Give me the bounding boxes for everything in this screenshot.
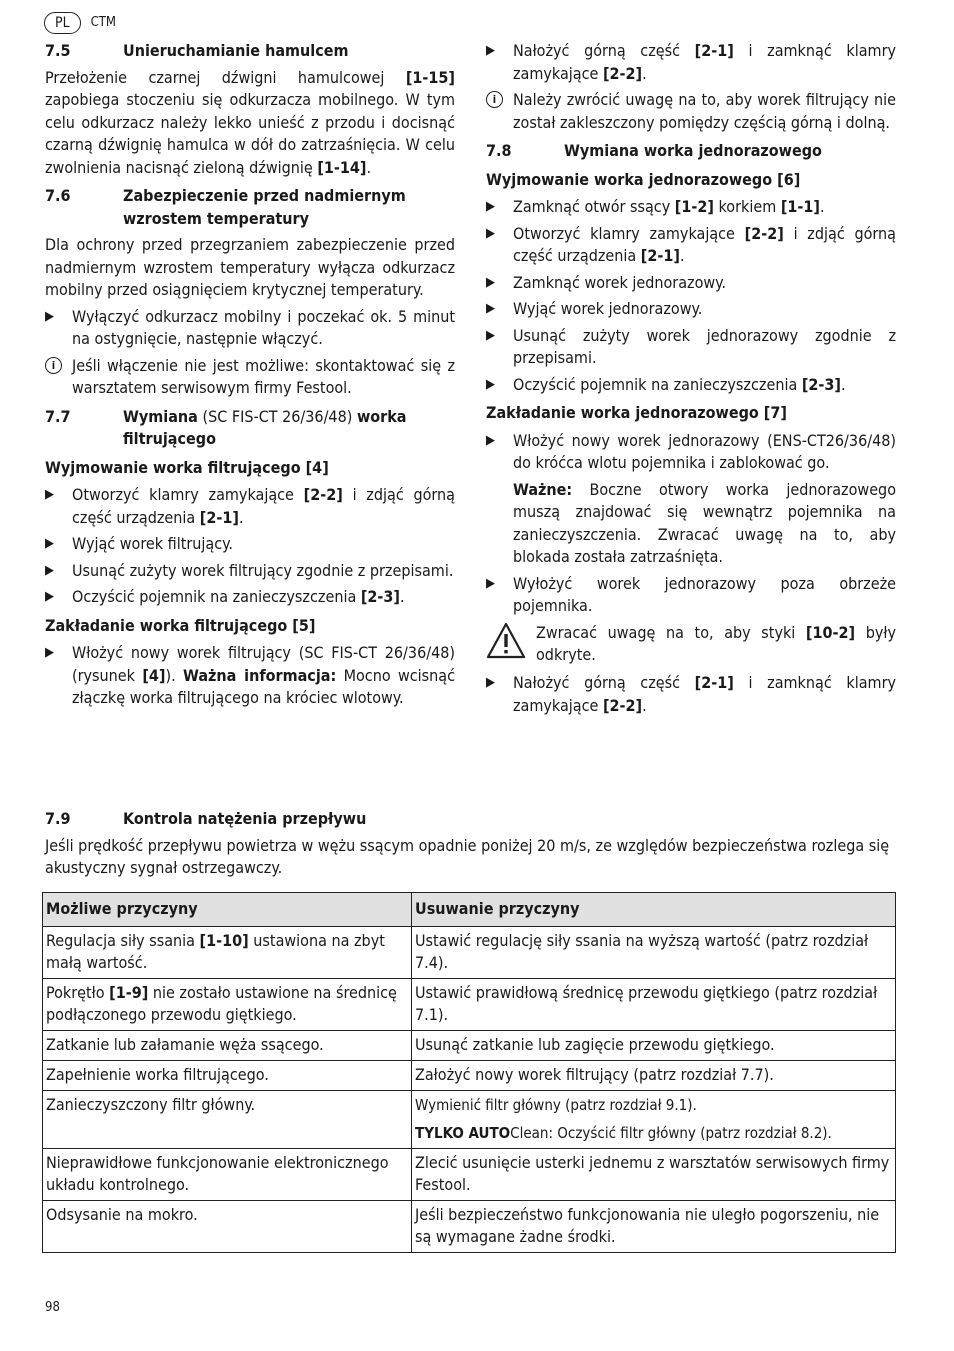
arrow-bullet-icon: ▶ bbox=[486, 675, 495, 690]
arrow-bullet-icon: ▶ bbox=[486, 301, 495, 316]
model-label: CTM bbox=[90, 15, 117, 30]
section-7-6-text: Dla ochrony przed przegrzaniem zabezpieczenie przed nadmiernym wzrostem temperatury wyłącza odkurzacz mobilny przed osiągnięciem krytycznej temperatury. bbox=[45, 235, 455, 299]
step-item: ▶ Włożyć nowy worek filtrujący (SC FIS-CT 26/36/48) (rysunek [4]). Ważna informacja: Mocno wcisnąć złączkę worka filtrującego na króciec wlotowy. bbox=[45, 642, 455, 710]
table-cell: Odsysanie na mokro. bbox=[43, 1201, 412, 1253]
table-cell: Zanieczyszczony filtr główny. bbox=[43, 1091, 412, 1149]
warning-note: Zwracać uwagę na to, aby styki [10-2] były odkryte. bbox=[486, 622, 896, 669]
arrow-bullet-icon: ▶ bbox=[486, 274, 495, 290]
subheading-insert-disposable-bag: Zakładanie worka jednorazowego [7] bbox=[486, 403, 787, 422]
language-badge: PL bbox=[44, 12, 81, 34]
warning-triangle-icon bbox=[486, 622, 526, 660]
troubleshooting-table bbox=[42, 892, 896, 1253]
section-7-9 bbox=[45, 808, 896, 884]
arrow-bullet-icon: ▶ bbox=[486, 43, 495, 58]
arrow-bullet-icon: ▶ bbox=[45, 487, 54, 502]
step-item: ▶ Nałożyć górną część [2-1] i zamknąć klamry zamykające [2-2]. bbox=[486, 672, 896, 717]
table-cell: Ustawić prawidłową średnicę przewodu giętkiego (patrz rozdział 7.1). bbox=[412, 979, 896, 1031]
step-item: ▶ Otworzyć klamry zamykające [2-2] i zdjąć górną część urządzenia [2-1]. bbox=[486, 223, 896, 268]
arrow-bullet-icon: ▶ bbox=[486, 432, 495, 448]
step-item: ▶ Wyłączyć odkurzacz mobilny i poczekać ok. 5 minut na ostygnięcie, następnie włączyć. bbox=[45, 306, 455, 351]
arrow-bullet-icon: ▶ bbox=[486, 575, 495, 591]
table-row bbox=[43, 1149, 896, 1201]
table-cell: Założyć nowy worek filtrujący (patrz rozdział 7.7). bbox=[412, 1061, 896, 1091]
table-header-row bbox=[43, 893, 896, 927]
table-row bbox=[43, 927, 896, 979]
info-icon: i bbox=[486, 91, 503, 108]
arrow-bullet-icon: ▶ bbox=[45, 308, 54, 324]
arrow-bullet-icon: ▶ bbox=[45, 562, 54, 578]
step-item: ▶ Wyjąć worek filtrujący. bbox=[45, 533, 455, 556]
step-item: ▶ Otworzyć klamry zamykające [2-2] i zdjąć górną część urządzenia [2-1]. bbox=[45, 484, 455, 529]
section-7-5-text: Przełożenie czarnej dźwigni hamulcowej [1-15] zapobiega stoczeniu się odkurzacza mobilnego. W tym celu odkurzacz należy lekko unieść z przodu i docisnąć czarną dźwignię hamulca w dół do zatrzaśnięcia. W celu zwolnienia nacisnąć zieloną dźwignię [1-14]. bbox=[45, 67, 455, 177]
table-cell: Zatkanie lub załamanie węża ssącego. bbox=[43, 1031, 412, 1061]
table-cell: Wymienić filtr główny (patrz rozdział 9.1). TYLKO AUTOClean: Oczyścić filtr główny (patrz rozdział 8.2). bbox=[412, 1091, 896, 1149]
subheading-remove-filter-bag: Wyjmowanie worka filtrującego [4] bbox=[45, 457, 329, 477]
page-header bbox=[44, 12, 116, 35]
table-cell: Jeśli bezpieczeństwo funkcjonowania nie uległo pogorszeniu, nie są wymagane żadne środki. bbox=[412, 1201, 896, 1253]
info-note: i Jeśli włączenie nie jest możliwe: skontaktować się z warsztatem serwisowym firmy Festool. bbox=[45, 355, 455, 400]
arrow-bullet-icon: ▶ bbox=[486, 225, 495, 241]
table-row bbox=[43, 1061, 896, 1091]
table-row bbox=[43, 979, 896, 1031]
left-column bbox=[45, 40, 455, 714]
step-item: ▶ Oczyścić pojemnik na zanieczyszczenia [2-3]. bbox=[486, 374, 896, 397]
arrow-bullet-icon: ▶ bbox=[45, 589, 54, 604]
section-7-9-heading: 7.9 Kontrola natężenia przepływu bbox=[45, 809, 367, 828]
column-header: Możliwe przyczyny bbox=[43, 893, 412, 927]
arrow-bullet-icon: ▶ bbox=[45, 645, 54, 660]
table-row bbox=[43, 1091, 896, 1149]
section-7-6-heading: 7.6 Zabezpieczenie przed nadmiernym wzrostem temperatury bbox=[45, 186, 406, 228]
section-7-5-heading: 7.5 Unieruchamianie hamulcem bbox=[45, 41, 349, 60]
subheading-insert-filter-bag: Zakładanie worka filtrującego [5] bbox=[45, 615, 316, 635]
arrow-bullet-icon: ▶ bbox=[486, 327, 495, 343]
table-cell: Usunąć zatkanie lub zagięcie przewodu giętkiego. bbox=[412, 1031, 896, 1061]
subheading-remove-disposable-bag: Wyjmowanie worka jednorazowego [6] bbox=[486, 169, 801, 189]
arrow-bullet-icon: ▶ bbox=[45, 536, 54, 551]
table-cell: Zlecić usunięcie usterki jednemu z warsztatów serwisowych firmy Festool. bbox=[412, 1149, 896, 1201]
step-item: ▶ Wyjąć worek jednorazowy. bbox=[486, 298, 896, 321]
page-number: 98 bbox=[45, 1300, 60, 1315]
step-item: ▶ Włożyć nowy worek jednorazowy (ENS-CT26/36/48) do króćca wlotu pojemnika i zablokować go. bbox=[486, 430, 896, 475]
info-icon: i bbox=[45, 357, 62, 374]
important-note: Ważne: Boczne otwory worka jednorazowego muszą znajdować się wewnątrz pojemnika na zanieczyszczenia. Zwracać uwagę na to, aby blokada została zatrzaśnięta. bbox=[513, 479, 896, 566]
step-item: ▶ Wyłożyć worek jednorazowy poza obrzeże pojemnika. bbox=[486, 573, 896, 618]
column-header: Usuwanie przyczyny bbox=[412, 893, 896, 927]
step-item: ▶ Oczyścić pojemnik na zanieczyszczenia [2-3]. bbox=[45, 586, 455, 609]
table-cell: Pokrętło [1-9] nie zostało ustawione na średnicę podłączonego przewodu giętkiego. bbox=[43, 979, 412, 1031]
info-note: i Należy zwrócić uwagę na to, aby worek filtrujący nie został zakleszczony pomiędzy częścią górną i dolną. bbox=[486, 89, 896, 134]
table-cell: Nieprawidłowe funkcjonowanie elektronicznego układu kontrolnego. bbox=[43, 1149, 412, 1201]
step-item: ▶ Usunąć zużyty worek filtrujący zgodnie z przepisami. bbox=[45, 560, 455, 583]
section-7-8-heading: 7.8 Wymiana worka jednorazowego bbox=[486, 141, 822, 160]
right-column bbox=[486, 40, 896, 721]
arrow-bullet-icon: ▶ bbox=[486, 376, 495, 392]
table-cell: Ustawić regulację siły ssania na wyższą wartość (patrz rozdział 7.4). bbox=[412, 927, 896, 979]
step-item: ▶ Zamknąć otwór ssący [1-2] korkiem [1-1]. bbox=[486, 196, 896, 219]
section-7-9-text: Jeśli prędkość przepływu powietrza w wężu ssącym opadnie poniżej 20 m/s, ze względów bezpieczeństwa rozlega się akustyczny sygnał ostrzegawczy. bbox=[45, 835, 890, 877]
table-cell: Zapełnienie worka filtrującego. bbox=[43, 1061, 412, 1091]
step-item: ▶ Usunąć zużyty worek jednorazowy zgodnie z przepisami. bbox=[486, 325, 896, 370]
table-row bbox=[43, 1031, 896, 1061]
table-cell: Regulacja siły ssania [1-10] ustawiona na zbyt małą wartość. bbox=[43, 927, 412, 979]
arrow-bullet-icon: ▶ bbox=[486, 199, 495, 214]
step-item: ▶ Nałożyć górną część [2-1] i zamknąć klamry zamykające [2-2]. bbox=[486, 40, 896, 85]
step-item: ▶ Zamknąć worek jednorazowy. bbox=[486, 272, 896, 295]
section-7-7-heading: 7.7 Wymiana (SC FIS-CT 26/36/48) worka filtrującego bbox=[45, 406, 407, 448]
table-row bbox=[43, 1201, 896, 1253]
